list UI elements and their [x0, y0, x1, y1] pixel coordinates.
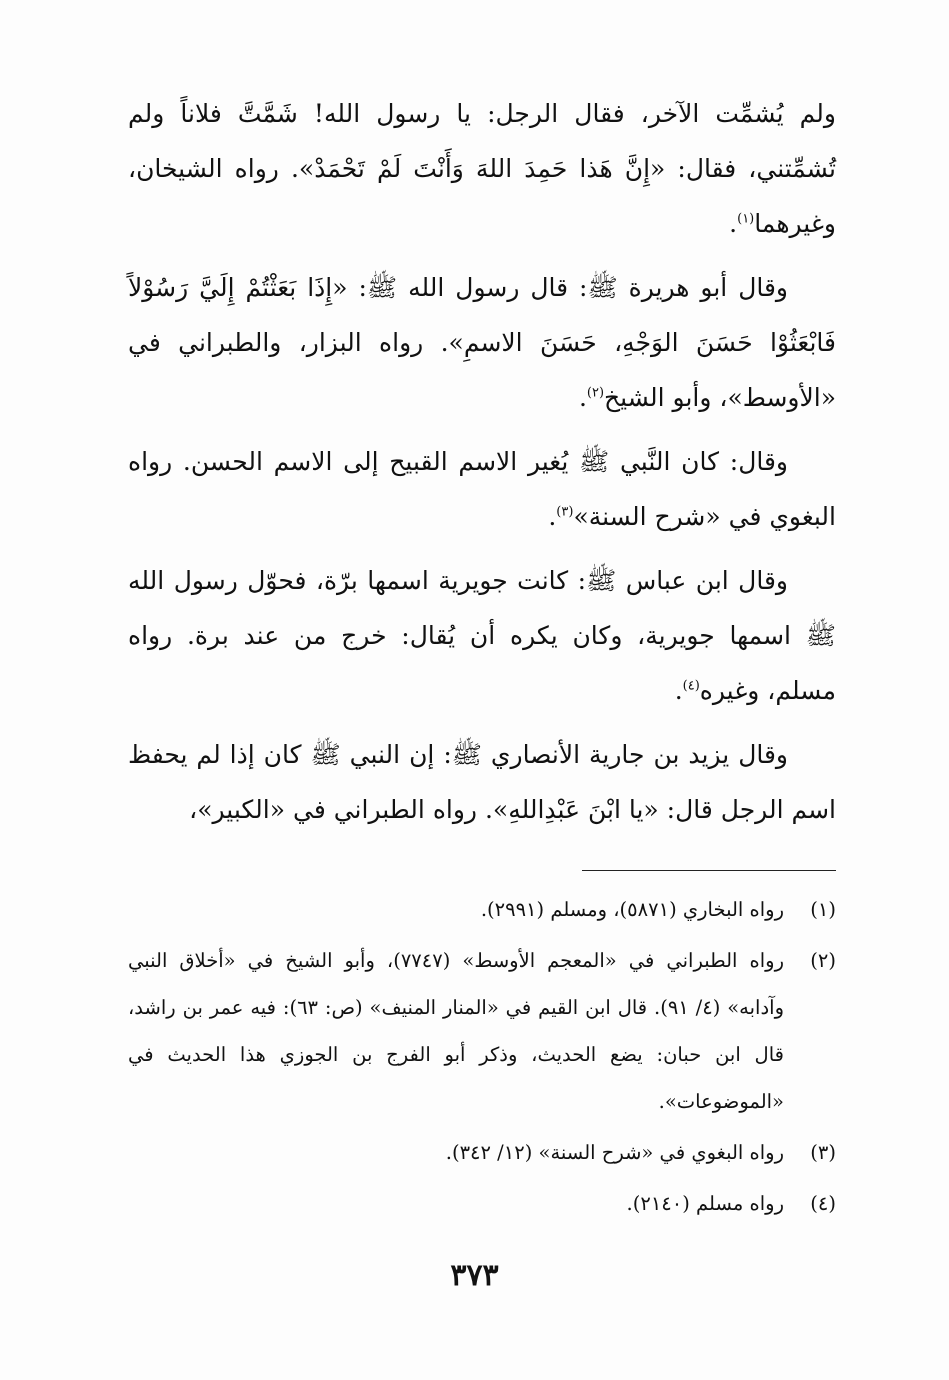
footnote-3: [128, 1129, 836, 1176]
footnote-number: (٣): [810, 1141, 836, 1164]
paragraph-5: [128, 727, 836, 837]
paragraph-tail: .: [729, 209, 738, 238]
paragraph-text: ولم يُشمِّت الآخر، فقال الرجل: يا رسول الله! شَمَّتَّ فلاناً ولم تُشمِّتني، فقال: «إِنَّ هَذا حَمِدَ اللهَ وَأَنْتَ لَمْ تَحْمَدْ». رواه الشيخان، وغيرهما: [128, 99, 836, 238]
paragraph-text: وقال أبو هريرة ﷺ: قال رسول الله ﷺ: «إِذَا بَعَثْتُمْ إِلَيَّ رَسُوْلاً فَابْعَثُوْا حَسَنَ الوَجْهِ، حَسَنَ الاسمِ». رواه البزار، والطبراني في «الأوسط»، وأبو الشيخ: [128, 273, 836, 412]
footnote-ref[interactable]: (٤): [682, 678, 700, 694]
footnote-number: (٢): [810, 949, 836, 972]
paragraph-tail: .: [674, 676, 683, 705]
paragraph-tail: .: [578, 383, 587, 412]
footnote-ref[interactable]: (١): [737, 211, 755, 227]
footnote-ref[interactable]: (٢): [586, 385, 605, 401]
paragraph-text: وقال ابن عباس ﷺ: كانت جويرية اسمها برّة، فحوّل رسول الله ﷺ اسمها جويرية، وكان يكره أن يُقال: خرج من عند برة. رواه مسلم، وغيره: [128, 566, 836, 705]
paragraph-tail: .: [548, 502, 557, 531]
footnote-ref[interactable]: (٣): [556, 504, 574, 520]
footnote-number: (٤): [810, 1192, 836, 1215]
paragraph-2: [128, 260, 836, 425]
paragraph-text: وقال يزيد بن جارية الأنصاري ﷺ: إن النبي ﷺ كان إذا لم يحفظ اسم الرجل قال: «يا ابْنَ عَبْدِاللهِ». رواه الطبراني في «الكبير»،: [128, 740, 836, 824]
paragraph-3: [128, 434, 836, 544]
footnote-text: رواه البخاري (٥٨٧١)، ومسلم (٢٩٩١).: [480, 898, 784, 921]
footnote-2: [128, 937, 836, 1125]
footnotes: [128, 886, 836, 1231]
paragraph-4: [128, 553, 836, 718]
footnote-text: رواه مسلم (٢١٤٠).: [626, 1192, 784, 1215]
footnote-1: [128, 886, 836, 933]
page-number: ٣٧٣: [450, 1258, 499, 1293]
paragraph-text: وقال: كان النَّبي ﷺ يُغير الاسم القبيح إلى الاسم الحسن. رواه البغوي في «شرح السنة»: [128, 447, 836, 531]
footnote-4: [128, 1180, 836, 1227]
paragraph-1: [128, 86, 836, 251]
footnote-text: رواه البغوي في «شرح السنة» (١٢/ ٣٤٢).: [445, 1141, 784, 1164]
footnote-number: (١): [810, 898, 836, 921]
footnote-divider: [582, 870, 836, 871]
main-text: [128, 86, 836, 846]
footnote-text: رواه الطبراني في «المعجم الأوسط» (٧٧٤٧)، وأبو الشيخ في «أخلاق النبي وآدابه» (٤/ ٩١). قال ابن القيم في «المنار المنيف» (ص: ٦٣): فيه عمر بن راشد، قال ابن حبان: يضع الحديث، وذكر أبو الفرج بن الجوزي هذا الحديث في «الموضوعات».: [128, 949, 784, 1113]
